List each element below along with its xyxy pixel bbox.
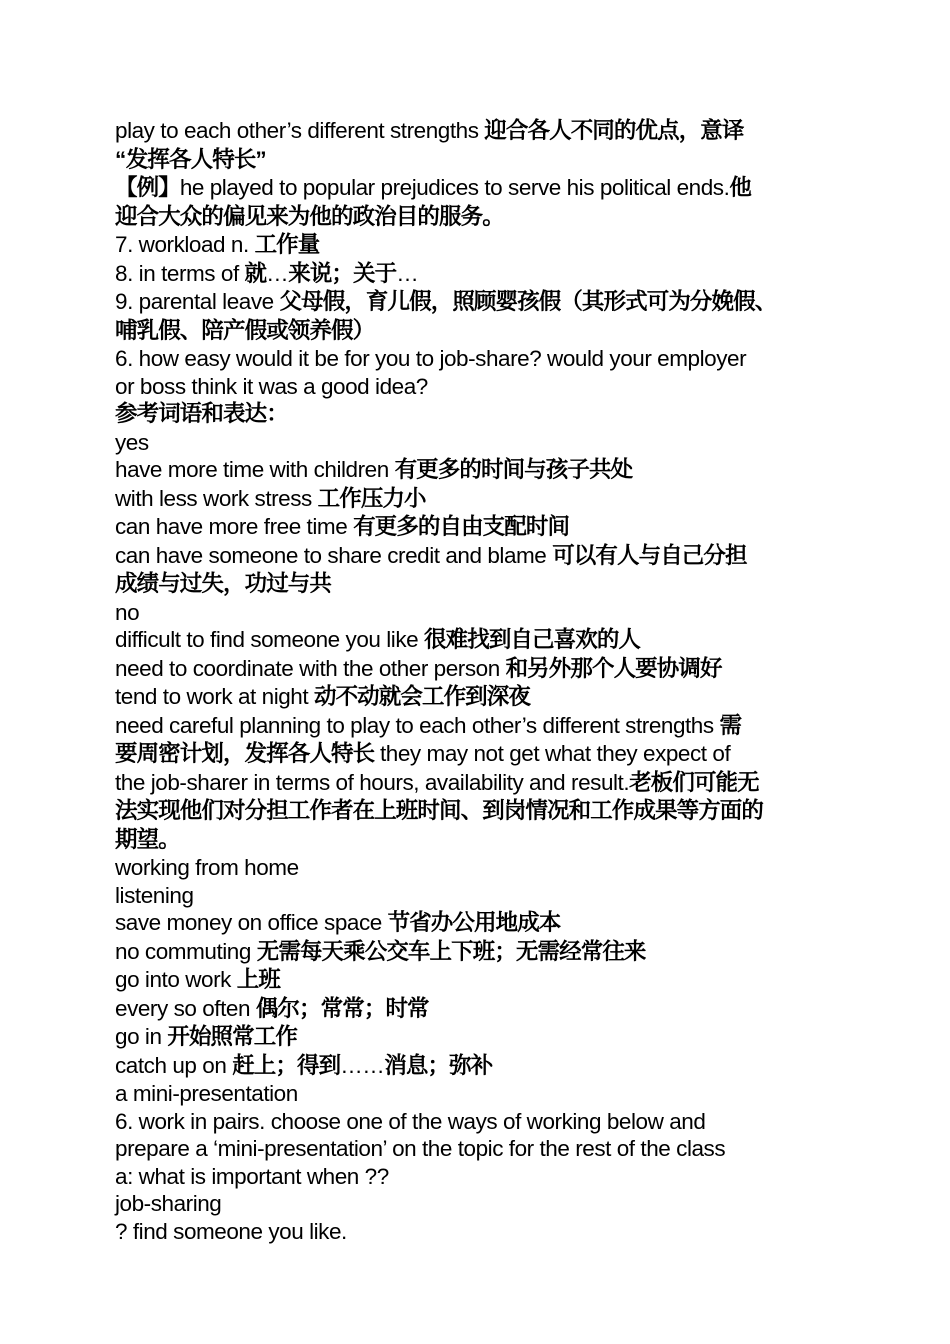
text-line: need to coordinate with the other person 和另外那个人要协调好 [115,655,722,682]
text-line: go in 开始照常工作 [115,1024,297,1050]
text-line: have more time with children 有更多的时间与孩子共处 [115,457,633,483]
text-line: listening [115,882,194,908]
text-line: 期望。 [115,826,180,853]
text-line: save money on office space 节省办公用地成本 [115,910,561,936]
text-line: working from home [115,855,299,880]
text-line: catch up on 赶上；得到……消息；弥补 [115,1052,493,1079]
text-line: 成绩与过失，功过与共 [115,571,332,597]
text-line: a mini-presentation [115,1081,298,1106]
text-line: job-sharing [115,1191,222,1216]
text-line: go into work 上班 [115,967,280,993]
document-page [115,117,840,1245]
text-line: 7. workload n. 工作量 [115,232,320,258]
text-line: no commuting 无需每天乘公交车上下班；无需经常往来 [115,938,646,965]
text-line: 法实现他们对分担工作者在上班时间、到岗情况和工作成果等方面的 [115,798,764,824]
text-line: the job-sharer in terms of hours, availability and result.老板们可能无 [115,769,759,796]
text-line: difficult to find someone you like 很难找到自己喜欢的人 [115,627,641,653]
text-line: or boss think it was a good idea? [115,373,428,399]
text-line: yes [115,429,149,455]
text-line: prepare a ‘mini-presentation’ on the topic for the rest of the class [115,1136,726,1161]
text-line: 9. parental leave 父母假，育儿假，照顾婴孩假（其形式可为分娩假、 [115,289,777,315]
text-line: 迎合大众的偏见来为他的政治目的服务。 [115,203,504,230]
text-line: can have someone to share credit and blame 可以有人与自己分担 [115,542,747,569]
text-line: 6. how easy would it be for you to job-share? would your employer [115,346,747,371]
text-line: every so often 偶尔；常常；时常 [115,995,429,1022]
text-line: 【例】he played to popular prejudices to serve his political ends.他 [115,175,752,201]
text-line: a: what is important when ?? [115,1163,389,1189]
text-line: 要周密计划，发挥各人特长 they may not get what they expect of [115,741,731,767]
text-line: “发挥各人特长” [115,146,267,173]
text-line: need careful planning to play to each other’s different strengths 需 [115,712,742,739]
text-line: with less work stress 工作压力小 [115,485,426,512]
text-line: tend to work at night 动不动就会工作到深夜 [115,684,530,710]
text-line: can have more free time 有更多的自由支配时间 [115,514,570,540]
text-line: ? find someone you like. [115,1218,347,1244]
text-line: play to each other’s different strengths 迎合各人不同的优点，意译 [115,118,744,144]
text-line: no [115,599,140,625]
text-line: 哺乳假、陪产假或领养假） [115,317,375,344]
text-line: 6. work in pairs. choose one of the ways of working below and [115,1108,706,1134]
text-line: 参考词语和表达： [115,401,288,427]
text-line: 8. in terms of 就…来说；关于… [115,260,419,287]
